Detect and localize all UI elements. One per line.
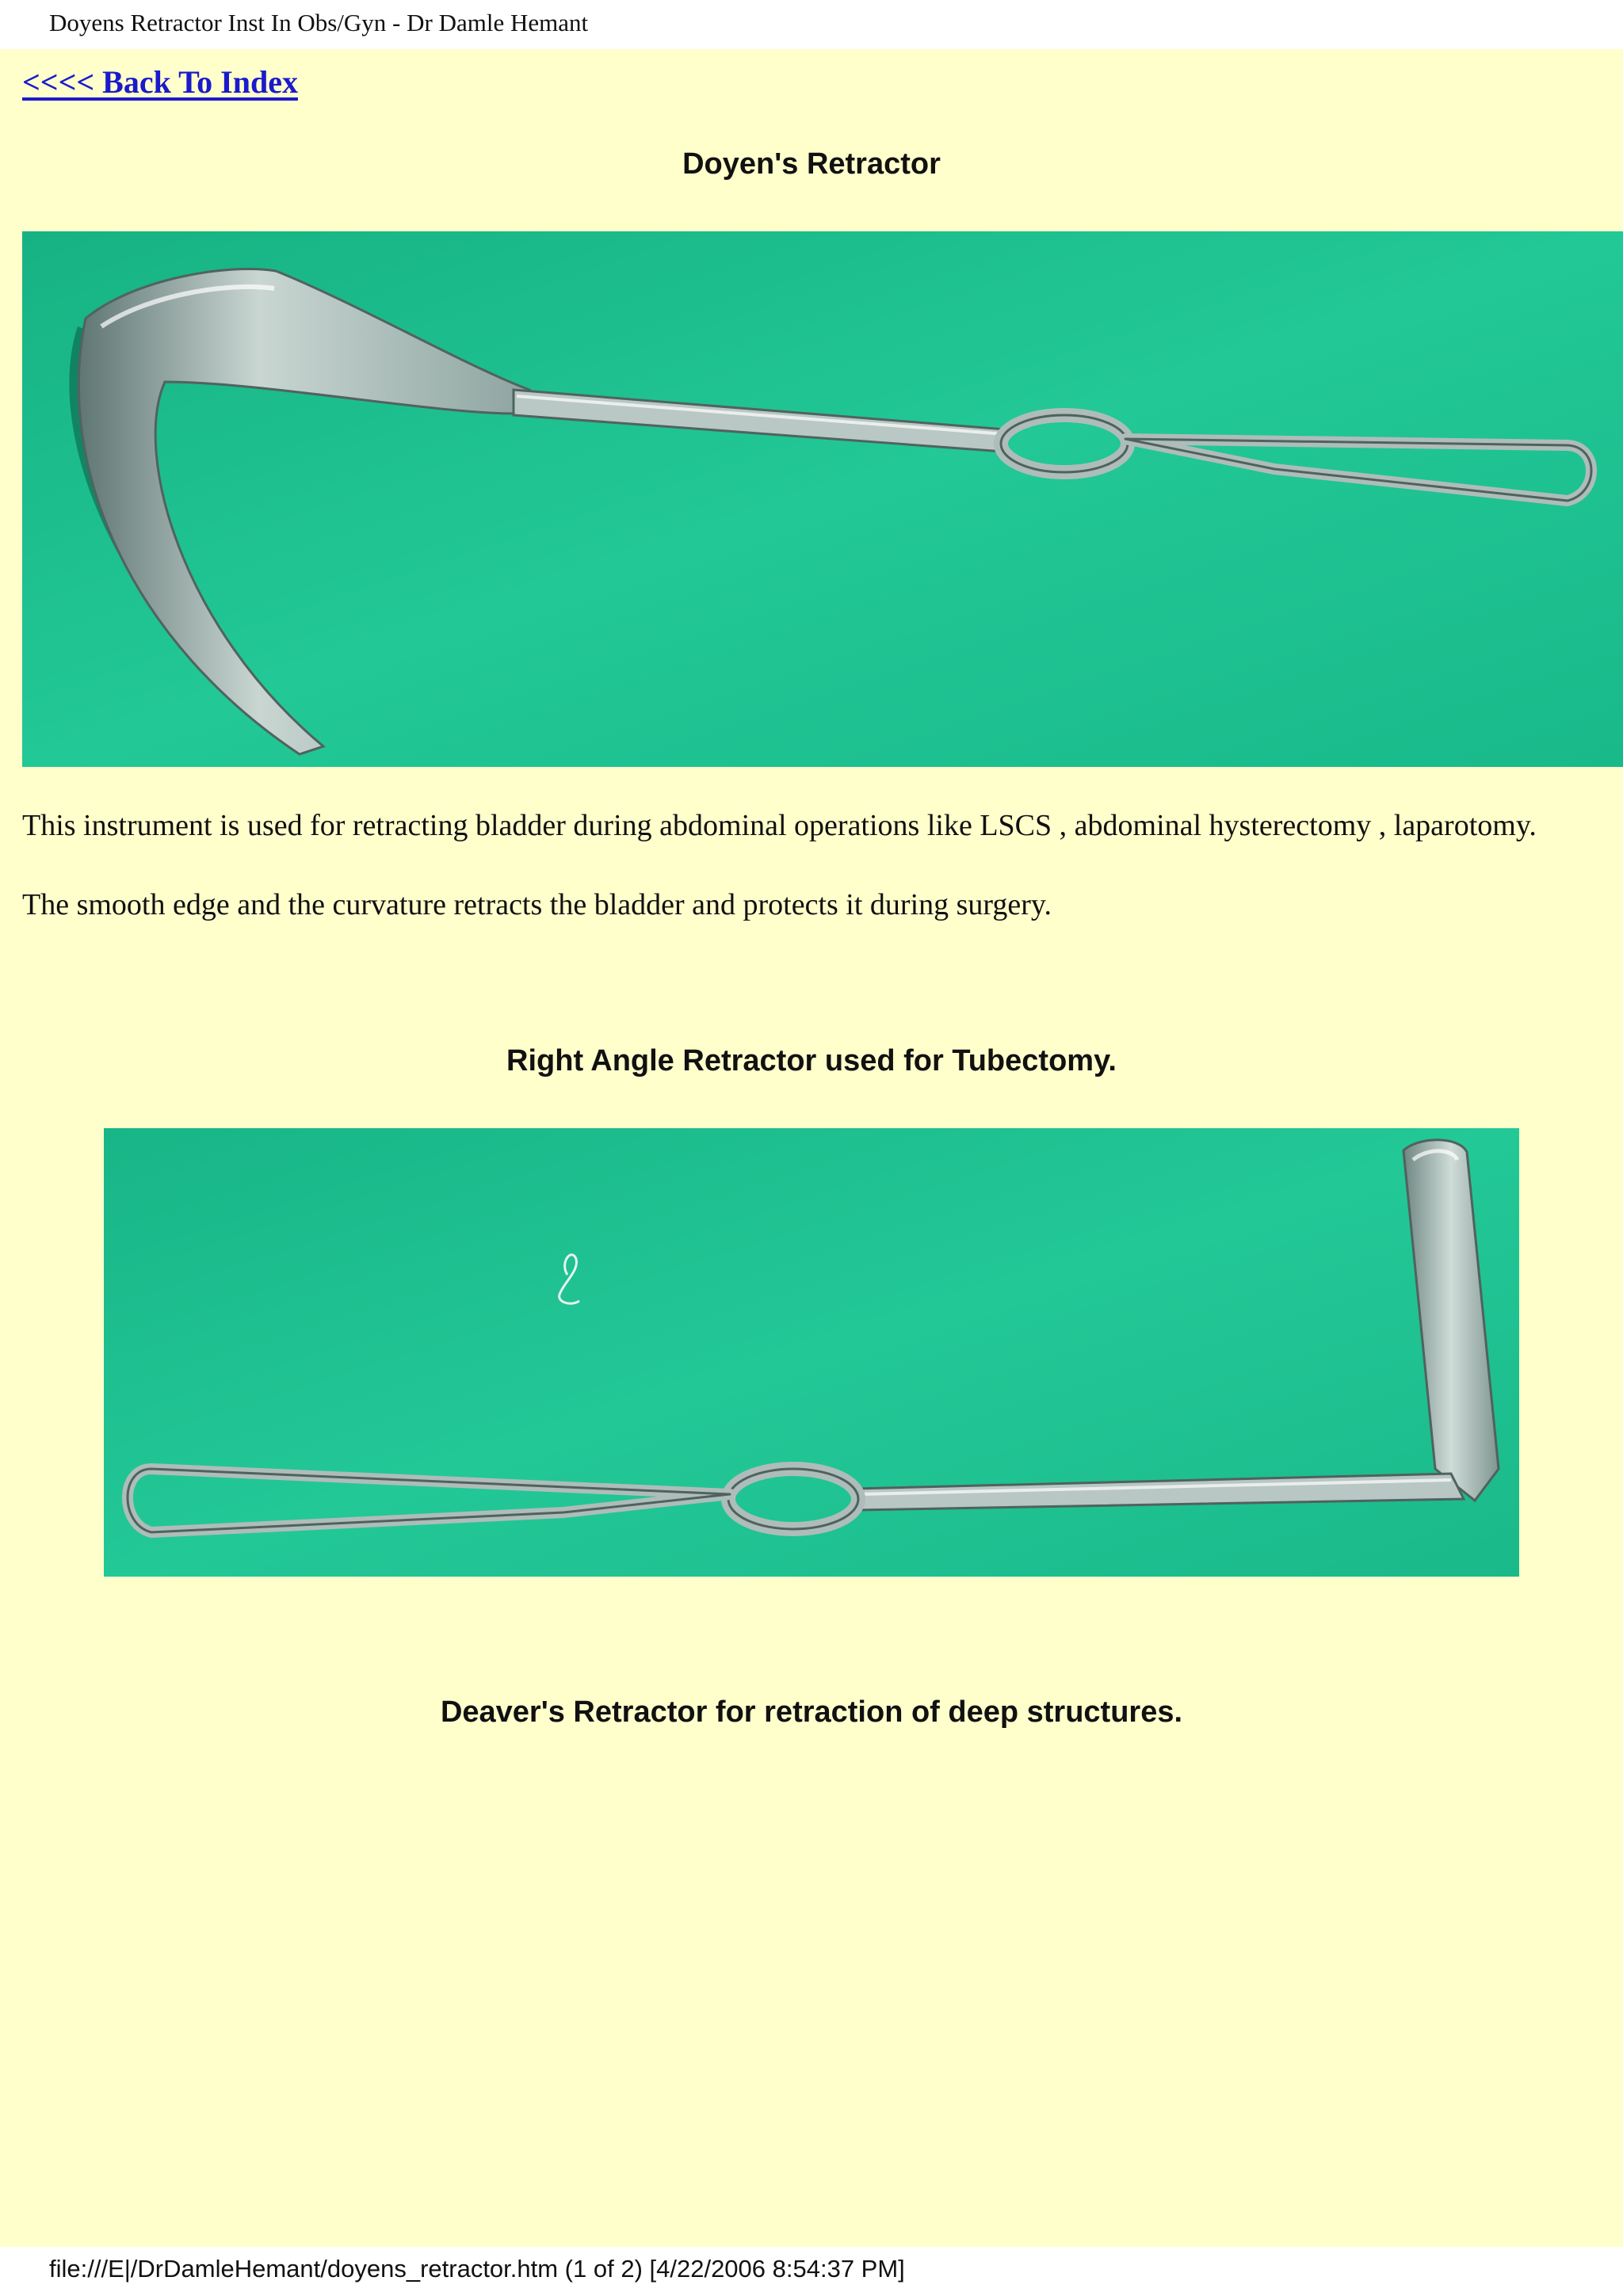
back-to-index-link[interactable]: <<<< Back To Index: [22, 64, 298, 100]
doyens-retractor-edge-text: The smooth edge and the curvature retracts the bladder and protects it during surgery.: [22, 888, 1052, 921]
print-header: [0, 0, 1623, 49]
page-body: [0, 49, 1623, 2247]
print-header-title: Doyens Retractor Inst In Obs/Gyn - Dr Damle Hemant: [49, 9, 589, 36]
print-footer-path: file:///E|/DrDamleHemant/doyens_retractor.htm (1 of 2) [4/22/2006 8:54:37 PM]: [49, 2255, 905, 2283]
doyens-retractor-heading: Doyen's Retractor: [682, 147, 941, 181]
deavers-retractor-heading: Deaver's Retractor for retraction of deep structures.: [440, 1695, 1183, 1729]
right-angle-retractor-photo: [104, 1128, 1519, 1577]
right-angle-retractor-heading: Right Angle Retractor used for Tubectomy.: [506, 1044, 1117, 1077]
doyens-retractor-use-text: This instrument is used for retracting bladder during abdominal operations like LSCS , abdominal hysterectomy , laparotomy.: [22, 809, 1537, 842]
print-footer: [0, 2247, 1623, 2296]
doyens-retractor-photo: [22, 231, 1623, 767]
